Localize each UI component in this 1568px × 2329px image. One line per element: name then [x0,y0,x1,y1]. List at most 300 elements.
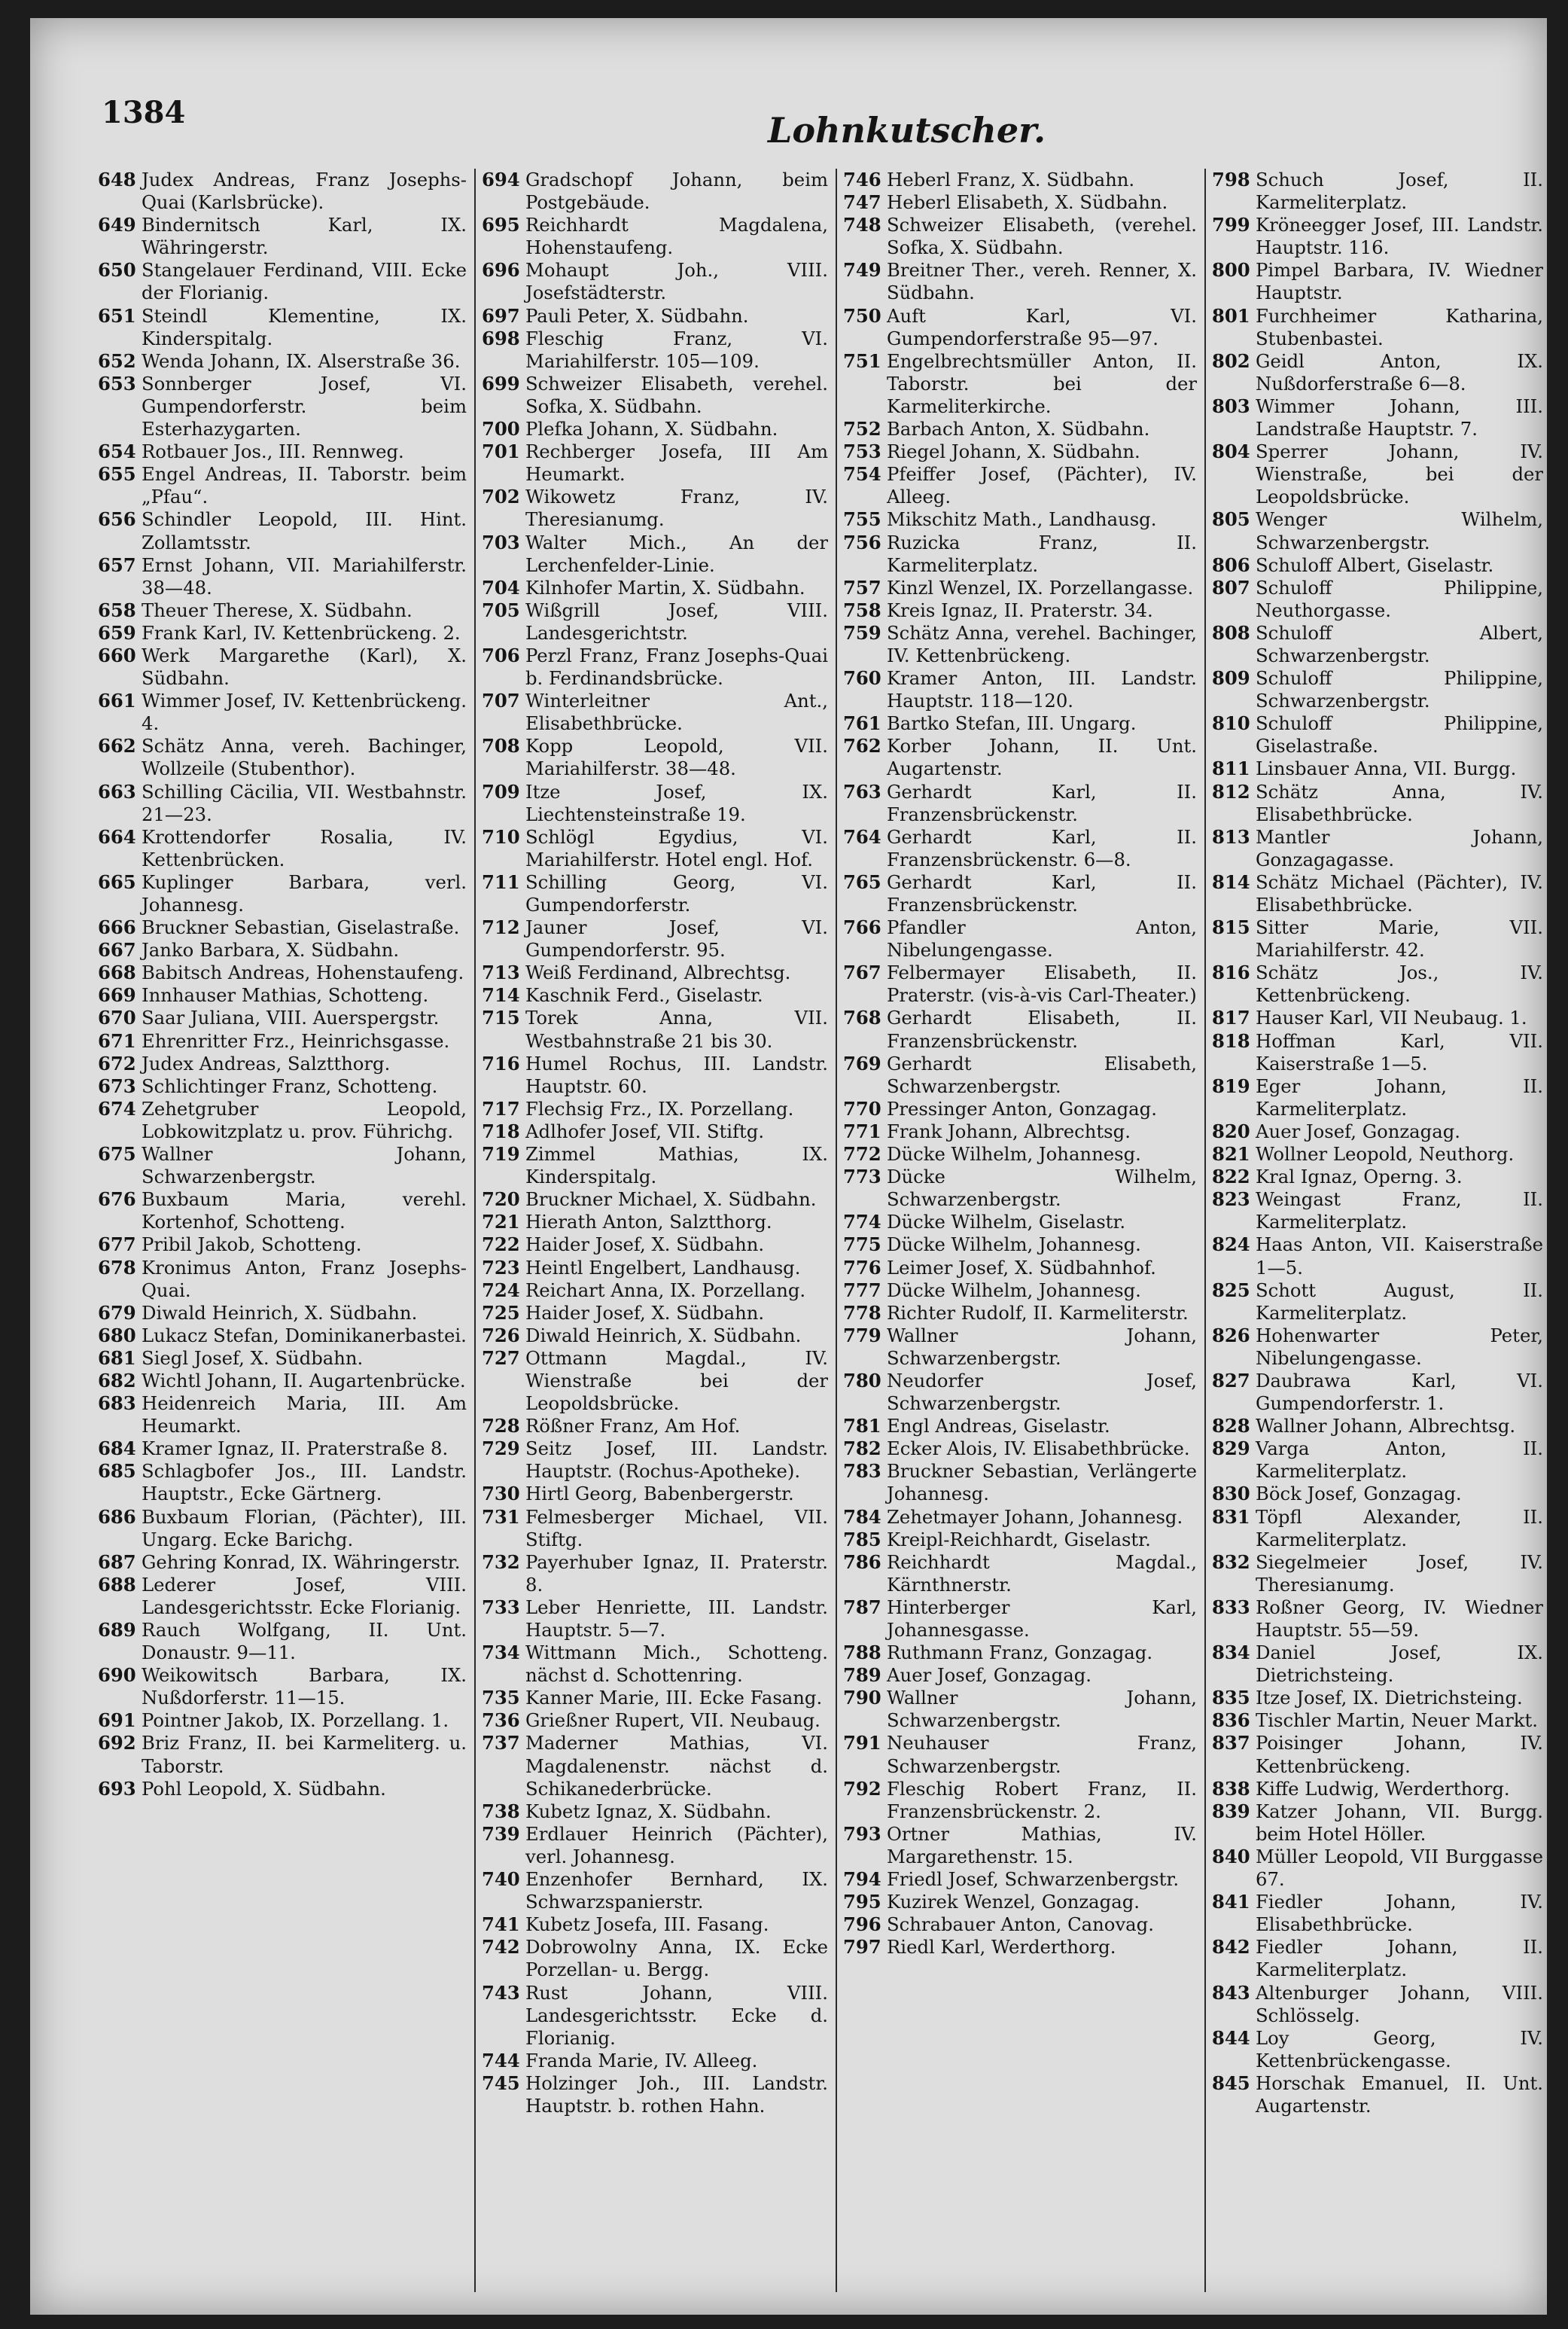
entry-number: 678 [98,1256,136,1279]
entry-text: Heberl Franz, X. Südbahn. [887,169,1135,191]
entry-number: 754 [843,463,881,486]
entry-text: Steindl Klementine, IX. Kinderspitalg. [142,304,467,349]
directory-entry [98,1075,467,1098]
directory-entry [482,2050,828,2072]
entry-number: 786 [843,1550,881,1573]
entry-number: 781 [843,1415,881,1437]
directory-entry [843,1642,1197,1664]
entry-number: 824 [1212,1233,1250,1256]
entry-number: 703 [482,531,520,553]
entry-number: 652 [98,349,136,372]
directory-entry [482,418,828,440]
entry-text: Neudorfer Josef, Schwarzenbergstr. [887,1369,1197,1415]
directory-entry [482,1868,828,1913]
directory-entry [1212,1982,1543,2027]
entry-number: 679 [98,1301,136,1324]
directory-entry [843,1370,1197,1415]
directory-entry [843,599,1197,622]
entry-text: Auer Josef, Gonzagag. [1256,1120,1460,1142]
entry-text: Wallner Johann, Schwarzenbergstr. [142,1143,467,1188]
entry-text: Babitsch Andreas, Hohenstaufeng. [142,962,464,984]
entry-text: Wollner Leopold, Neuthorg. [1256,1143,1515,1166]
entry-number: 808 [1212,621,1250,644]
entry-number: 725 [482,1301,520,1324]
directory-entry [98,1392,467,1437]
entry-text: Gerhardt Elisabeth, Schwarzenbergstr. [887,1052,1197,1097]
entry-text: Töpfl Alexander, II. Karmeliterplatz. [1256,1505,1543,1550]
directory-entry [1212,305,1543,350]
directory-entry [482,690,828,735]
directory-entry [1212,1891,1543,1936]
entry-number: 809 [1212,667,1250,690]
entry-text: Heintl Engelbert, Landhausg. [525,1256,801,1279]
directory-entry [843,1868,1197,1891]
entry-text: Frank Karl, IV. Kettenbrückeng. 2. [142,621,461,644]
entry-text: Bartko Stefan, III. Ungarg. [887,712,1137,735]
entry-number: 655 [98,463,136,486]
directory-entry [1212,577,1543,622]
column-divider [1204,169,1206,2292]
entry-text: Wimmer Josef, IV. Kettenbrückeng. 4. [142,690,467,735]
directory-entry [843,350,1197,418]
entry-text: Pauli Peter, X. Südbahn. [525,304,749,327]
directory-entry [98,1619,467,1664]
entry-number: 832 [1212,1550,1250,1573]
directory-entry [98,1030,467,1053]
entry-text: Rößner Franz, Am Hof. [525,1415,741,1437]
entry-number: 795 [843,1891,881,1913]
entry-number: 812 [1212,780,1250,803]
entry-text: Haider Josef, X. Südbahn. [525,1301,765,1324]
directory-entry [843,712,1197,735]
entry-text: Kreipl-Reichhardt, Giselastr. [887,1528,1151,1550]
entry-text: Kinzl Wenzel, IX. Porzellangasse. [887,576,1194,599]
entry-number: 697 [482,304,520,327]
entry-column-2 [482,169,828,2296]
entry-number: 683 [98,1392,136,1415]
directory-entry [843,214,1197,259]
directory-entry [1212,1506,1543,1551]
entry-text: Itze Josef, IX. Liechtensteinstraße 19. [525,780,828,825]
entry-number: 762 [843,735,881,758]
entry-text: Werk Margarethe (Karl), X. Südbahn. [142,644,467,690]
directory-entry [482,1982,828,2050]
directory-entry [1212,350,1543,395]
entry-number: 769 [843,1052,881,1075]
directory-entry [843,1460,1197,1505]
entry-number: 773 [843,1166,881,1188]
entry-text: Reichart Anna, IX. Porzellang. [525,1279,806,1301]
entry-text: Saar Juliana, VIII. Auerspergstr. [142,1007,440,1029]
directory-entry [482,1913,828,1936]
directory-entry [843,1211,1197,1233]
directory-entry [843,532,1197,577]
entry-text: Loy Georg, IV. Kettenbrückengasse. [1256,2026,1543,2071]
directory-entry [1212,1642,1543,1687]
entry-text: Schuloff Philippine, Neuthorgasse. [1256,576,1543,621]
directory-entry [482,1143,828,1188]
entry-number: 767 [843,962,881,984]
entry-text: Enzenhofer Bernhard, IX. Schwarzspanierstr. [525,1868,828,1913]
directory-page [30,18,1547,2315]
entry-text: Briz Franz, II. bei Karmeliterg. u. Taborstr. [142,1732,467,1777]
entry-text: Adlhofer Josef, VII. Stiftg. [525,1120,765,1142]
entry-number: 651 [98,304,136,327]
entry-number: 740 [482,1868,520,1891]
directory-entry [1212,2027,1543,2072]
entry-number: 800 [1212,259,1250,282]
directory-entry [1212,1483,1543,1505]
directory-entry [98,1053,467,1075]
directory-entry [482,781,828,826]
directory-entry [482,1347,828,1415]
entry-text: Siegl Josef, X. Südbahn. [142,1346,364,1369]
entry-number: 811 [1212,758,1250,780]
directory-entry [98,984,467,1007]
entry-text: Dücke Wilhelm, Schwarzenbergstr. [887,1166,1197,1211]
directory-entry [98,690,467,735]
entry-text: Stangelauer Ferdinand, VIII. Ecke der Florianig. [142,259,467,304]
entry-number: 709 [482,780,520,803]
entry-text: Pribil Jakob, Schotteng. [142,1233,362,1256]
directory-entry [98,350,467,373]
entry-number: 788 [843,1642,881,1664]
entry-text: Weiß Ferdinand, Albrechtsg. [525,962,791,984]
directory-entry [482,373,828,418]
entry-number: 845 [1212,2071,1250,2094]
entry-number: 715 [482,1007,520,1029]
entry-number: 829 [1212,1437,1250,1460]
directory-entry [98,305,467,350]
directory-entry [482,871,828,916]
directory-entry [1212,169,1543,214]
directory-entry [98,1007,467,1029]
entry-number: 844 [1212,2026,1250,2049]
directory-entry [1212,1596,1543,1642]
entry-text: Sitter Marie, VII. Mariahilferstr. 42. [1256,916,1543,962]
entry-number: 691 [98,1709,136,1732]
directory-entry [482,1732,828,1800]
entry-text: Hirtl Georg, Babenbergerstr. [525,1483,794,1505]
entry-text: Wittmann Mich., Schotteng. nächst d. Schottenring. [525,1642,828,1687]
directory-entry [843,1279,1197,1302]
entry-number: 796 [843,1913,881,1936]
entry-text: Schätz Jos., IV. Kettenbrückeng. [1256,962,1543,1007]
entry-number: 747 [843,191,881,214]
directory-entry [843,622,1197,667]
directory-entry [1212,871,1543,916]
directory-entry [1212,1325,1543,1370]
entry-number: 814 [1212,870,1250,893]
directory-entry [98,645,467,690]
entry-text: Riedl Karl, Werderthorg. [887,1936,1116,1959]
entry-number: 778 [843,1301,881,1324]
entry-number: 818 [1212,1029,1250,1052]
entry-number: 835 [1212,1687,1250,1709]
entry-number: 792 [843,1777,881,1800]
entry-number: 838 [1212,1777,1250,1800]
entry-text: Jauner Josef, VI. Gumpendorferstr. 95. [525,916,828,962]
entry-text: Altenburger Johann, VIII. Schlösselg. [1256,1981,1543,2026]
directory-entry [843,1936,1197,1959]
entry-text: Engelbrechtsmüller Anton, II. Taborstr. bei der Karmeliterkirche. [887,349,1197,417]
directory-entry [843,962,1197,1007]
entry-text: Kramer Anton, III. Landstr. Hauptstr. 118—120. [887,667,1197,712]
entry-number: 749 [843,259,881,282]
entry-number: 801 [1212,304,1250,327]
entry-number: 711 [482,870,520,893]
directory-entry [843,1325,1197,1370]
entry-number: 804 [1212,440,1250,463]
directory-entry [482,916,828,962]
entry-text: Ottmann Magdal., IV. Wienstraße bei der Leopoldsbrücke. [525,1346,828,1415]
entry-number: 836 [1212,1709,1250,1732]
entry-number: 774 [843,1211,881,1233]
directory-entry [843,305,1197,350]
entry-text: Wallner Johann, Albrechtsg. [1256,1415,1516,1437]
directory-entry [482,1211,828,1233]
directory-entry [1212,1279,1543,1325]
entry-number: 744 [482,2049,520,2071]
entry-text: Bruckner Sebastian, Verlängerte Johannesg. [887,1460,1197,1505]
entry-text: Kubetz Ignaz, X. Südbahn. [525,1800,772,1822]
directory-entry [1212,826,1543,871]
entry-number: 720 [482,1188,520,1211]
entry-text: Schätz Anna, IV. Elisabethbrücke. [1256,780,1543,825]
entry-text: Pressinger Anton, Gonzagag. [887,1097,1157,1120]
directory-entry [843,1302,1197,1325]
entry-text: Siegelmeier Josef, IV. Theresianumg. [1256,1550,1543,1596]
entry-text: Schuloff Philippine, Schwarzenbergstr. [1256,667,1543,712]
entry-number: 794 [843,1868,881,1891]
directory-entry [98,1257,467,1302]
entry-number: 813 [1212,825,1250,848]
entry-number: 789 [843,1664,881,1687]
directory-entry [1212,1120,1543,1143]
entry-number: 681 [98,1346,136,1369]
entry-text: Fleschig Robert Franz, II. Franzensbrückenstr. 2. [887,1777,1197,1822]
entry-number: 726 [482,1324,520,1346]
entry-text: Perzl Franz, Franz Josephs-Quai b. Ferdinandsbrücke. [525,644,828,690]
entry-number: 810 [1212,712,1250,735]
entry-number: 805 [1212,508,1250,531]
entry-text: Rotbauer Jos., III. Rennweg. [142,440,404,463]
directory-entry [482,2072,828,2117]
directory-entry [98,1302,467,1325]
directory-entry [482,1936,828,1981]
entry-text: Hinterberger Karl, Johannesgasse. [887,1596,1197,1641]
directory-entry [843,735,1197,780]
entry-number: 689 [98,1619,136,1641]
entry-text: Roßner Georg, IV. Wiedner Hauptstr. 55—59. [1256,1596,1543,1641]
directory-entry [482,1325,828,1347]
entry-text: Pimpel Barbara, IV. Wiedner Hauptstr. [1256,259,1543,304]
entry-text: Kral Ignaz, Operng. 3. [1256,1166,1463,1188]
entry-number: 677 [98,1233,136,1256]
entry-number: 736 [482,1709,520,1732]
entry-number: 722 [482,1233,520,1256]
entry-text: Hohenwarter Peter, Nibelungengasse. [1256,1324,1543,1369]
directory-entry [1212,1143,1543,1166]
entry-text: Schlögl Egydius, VI. Mariahilferstr. Hotel engl. Hof. [525,825,828,870]
entry-text: Torek Anna, VII. Westbahnstraße 21 bis 30. [525,1007,828,1052]
entry-number: 741 [482,1913,520,1936]
entry-text: Dücke Wilhelm, Johannesg. [887,1233,1141,1256]
directory-entry [98,1325,467,1347]
entry-number: 819 [1212,1075,1250,1097]
entry-number: 816 [1212,962,1250,984]
entry-number: 750 [843,304,881,327]
directory-entry [482,1642,828,1687]
entry-text: Schuloff Albert, Schwarzenbergstr. [1256,621,1543,666]
directory-entry [1212,554,1543,577]
entry-text: Franda Marie, IV. Alleeg. [525,2049,758,2071]
entry-number: 706 [482,644,520,666]
entry-text: Dücke Wilhelm, Johannesg. [887,1279,1141,1301]
entry-number: 692 [98,1732,136,1754]
column-divider [836,169,837,2292]
entry-number: 718 [482,1120,520,1142]
entry-number: 815 [1212,916,1250,939]
directory-entry [843,418,1197,440]
directory-entry [98,1347,467,1370]
entry-number: 803 [1212,395,1250,417]
entry-text: Kaschnik Ferd., Giselastr. [525,984,763,1007]
entry-text: Lederer Josef, VIII. Landesgerichtsstr. Ecke Florianig. [142,1573,467,1618]
directory-entry [98,781,467,826]
page-title: Lohnkutscher. [768,110,1046,151]
directory-entry [1212,1007,1543,1029]
directory-entry [1212,1800,1543,1846]
entry-number: 674 [98,1097,136,1120]
entry-number: 721 [482,1211,520,1233]
entry-number: 702 [482,486,520,508]
entry-number: 723 [482,1256,520,1279]
directory-entry [843,871,1197,916]
entry-number: 658 [98,599,136,621]
entry-text: Ehrenritter Frz., Heinrichsgasse. [142,1029,450,1052]
directory-entry [482,1279,828,1302]
entry-number: 687 [98,1550,136,1573]
entry-text: Fiedler Johann, IV. Elisabethbrücke. [1256,1891,1543,1936]
entry-text: Plefka Johann, X. Südbahn. [525,418,778,440]
entry-text: Buxbaum Maria, verehl. Kortenhof, Schotteng. [142,1188,467,1233]
directory-entry [843,1007,1197,1052]
entry-number: 649 [98,214,136,236]
directory-entry [98,622,467,645]
entry-number: 841 [1212,1891,1250,1913]
directory-entry [843,1687,1197,1732]
entry-number: 790 [843,1687,881,1709]
entry-text: Pfandler Anton, Nibelungengasse. [887,916,1197,962]
directory-entry [1212,1437,1543,1483]
directory-entry [482,1800,828,1823]
directory-entry [1212,962,1543,1007]
entry-number: 782 [843,1437,881,1460]
directory-entry [843,826,1197,871]
directory-entry [482,169,828,214]
directory-entry [98,373,467,440]
entry-number: 717 [482,1097,520,1120]
entry-number: 734 [482,1642,520,1664]
entry-number: 738 [482,1800,520,1822]
directory-entry [1212,1075,1543,1120]
entry-text: Pfeiffer Josef, (Pächter), IV. Alleeg. [887,463,1197,508]
entry-text: Engl Andreas, Giselastr. [887,1415,1110,1437]
entry-number: 724 [482,1279,520,1301]
entry-text: Sonnberger Josef, VI. Gumpendorferstr. beim Esterhazygarten. [142,372,467,440]
directory-entry [843,1778,1197,1823]
entry-number: 764 [843,825,881,848]
entry-text: Horschak Emanuel, II. Unt. Augartenstr. [1256,2071,1543,2117]
entry-text: Lukacz Stefan, Dominikanerbastei. [142,1324,467,1346]
directory-entry [1212,1233,1543,1279]
entry-number: 684 [98,1437,136,1460]
entry-number: 680 [98,1324,136,1346]
entry-text: Wichtl Johann, II. Augartenbrücke. [142,1369,466,1392]
entry-number: 662 [98,735,136,758]
entry-number: 701 [482,440,520,463]
entry-text: Wallner Johann, Schwarzenbergstr. [887,1324,1197,1369]
entry-text: Kröneegger Josef, III. Landstr. Hauptstr. 116. [1256,214,1543,259]
directory-entry [98,554,467,599]
entry-text: Gehring Konrad, IX. Währingerstr. [142,1550,461,1573]
directory-entry [843,667,1197,712]
entry-text: Böck Josef, Gonzagag. [1256,1483,1462,1505]
directory-entry [482,259,828,304]
entry-number: 772 [843,1143,881,1166]
entry-number: 830 [1212,1483,1250,1505]
entry-text: Kuplinger Barbara, verl. Johannesg. [142,870,467,916]
directory-entry [1212,1030,1543,1075]
entry-number: 817 [1212,1007,1250,1029]
entry-text: Furchheimer Katharina, Stubenbastei. [1256,304,1543,349]
directory-entry [482,645,828,690]
entry-number: 766 [843,916,881,939]
entry-number: 716 [482,1052,520,1075]
entry-text: Bruckner Michael, X. Südbahn. [525,1188,817,1211]
entry-number: 688 [98,1573,136,1596]
directory-entry [1212,1166,1543,1188]
entry-text: Bruckner Sebastian, Giselastraße. [142,916,460,939]
entry-column-4 [1212,169,1543,2296]
entry-number: 667 [98,939,136,962]
entry-text: Dücke Wilhelm, Giselastr. [887,1211,1126,1233]
entry-text: Hierath Anton, Salztthorg. [525,1211,772,1233]
entry-text: Schätz Michael (Pächter), IV. Elisabethbrücke. [1256,870,1543,916]
entry-text: Diwald Heinrich, X. Südbahn. [525,1324,802,1346]
directory-entry [482,1302,828,1325]
entry-number: 820 [1212,1120,1250,1142]
directory-entry [1212,712,1543,758]
entry-text: Grießner Rupert, VII. Neubaug. [525,1709,821,1732]
entry-text: Pohl Leopold, X. Südbahn. [142,1777,386,1800]
directory-entry [1212,1709,1543,1732]
entry-number: 666 [98,916,136,939]
entry-number: 807 [1212,576,1250,599]
entry-number: 742 [482,1936,520,1959]
entry-number: 696 [482,259,520,282]
directory-entry [98,1143,467,1188]
entry-text: Hoffman Karl, VII. Kaiserstraße 1—5. [1256,1029,1543,1075]
directory-entry [98,1188,467,1233]
entry-text: Mikschitz Math., Landhausg. [887,508,1157,531]
directory-entry [98,1551,467,1574]
directory-entry [482,1506,828,1551]
entry-number: 839 [1212,1800,1250,1822]
entry-number: 793 [843,1822,881,1845]
entry-text: Kreis Ignaz, II. Praterstr. 34. [887,599,1153,621]
